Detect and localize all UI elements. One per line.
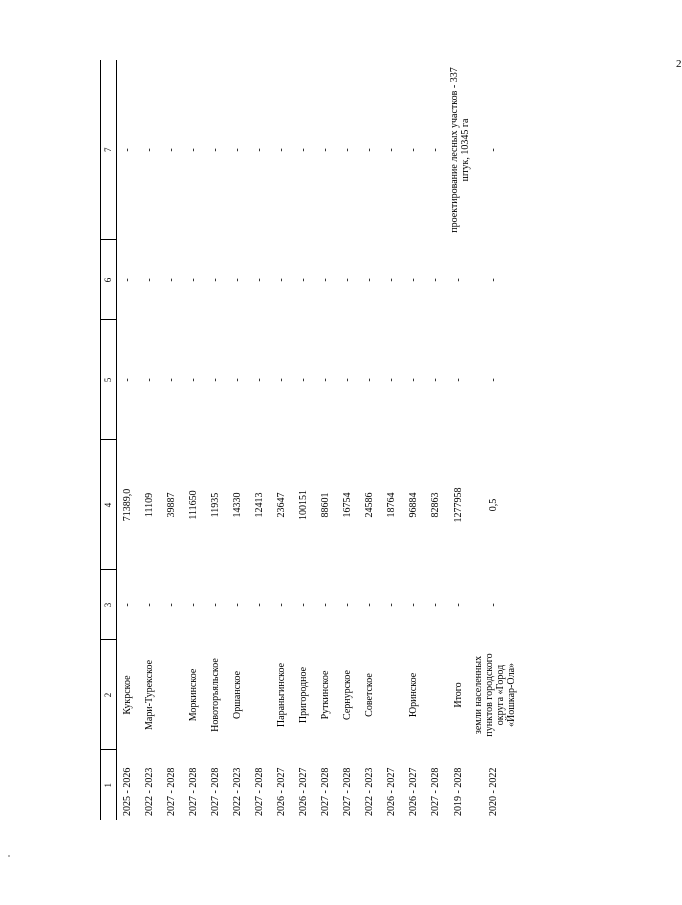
- col3-cell: -: [408, 603, 419, 607]
- district-cell: Мари-Турекское: [144, 659, 155, 731]
- col3-cell: -: [210, 603, 221, 607]
- col3-cell: -: [276, 603, 287, 607]
- col-header-5: 5: [100, 320, 117, 440]
- district-cell: Кукрское: [122, 675, 133, 715]
- col6-cell: -: [386, 278, 397, 282]
- table-row-total: [447, 60, 471, 820]
- area-cell: 82863: [430, 492, 441, 518]
- district-cell: Юринское: [408, 672, 419, 718]
- district-cell: [161, 640, 183, 750]
- col3-cell: -: [453, 603, 464, 607]
- col5-cell: -: [386, 378, 397, 382]
- table-row: [359, 60, 381, 820]
- district-cell: [425, 640, 447, 750]
- table-row: [249, 60, 271, 820]
- area-cell: 0,5: [488, 498, 499, 512]
- col7-cell: -: [144, 148, 155, 152]
- col-header-7: 7: [100, 60, 117, 240]
- col6-cell: -: [298, 278, 309, 282]
- col5-cell: -: [188, 378, 199, 382]
- col-header-3: 3: [100, 570, 117, 640]
- district-cell: Новоторъяльское: [210, 658, 221, 732]
- col6-cell: -: [364, 278, 375, 282]
- col7-cell: -: [408, 148, 419, 152]
- col7-cell: -: [430, 148, 441, 152]
- years-cell: 2020 - 2022: [488, 767, 499, 816]
- col5-cell: -: [320, 378, 331, 382]
- years-cell: 2027 - 2028: [430, 767, 441, 816]
- total-label: Итого: [453, 682, 464, 708]
- years-cell: 2026 - 2027: [298, 767, 309, 816]
- years-cell: 2027 - 2028: [342, 767, 353, 816]
- table-row: [403, 60, 425, 820]
- years-cell: 2022 - 2023: [364, 767, 375, 816]
- col5-cell: -: [122, 378, 133, 382]
- col6-cell: -: [166, 278, 177, 282]
- years-cell: 2026 - 2027: [276, 767, 287, 816]
- years-cell: 2027 - 2028: [166, 767, 177, 816]
- col7-cell: -: [166, 148, 177, 152]
- page-number: 2: [676, 58, 682, 70]
- years-cell: 2022 - 2023: [232, 767, 243, 816]
- district-cell: Оршанское: [232, 670, 243, 720]
- area-cell: 11935: [210, 492, 221, 518]
- district-cell: Пригородное: [298, 666, 309, 724]
- col7-cell: -: [342, 148, 353, 152]
- total-area-cell: 1277958: [453, 487, 464, 523]
- years-cell: 2025 - 2026: [122, 767, 133, 816]
- col-header-2: 2: [100, 640, 117, 750]
- years-cell: 2026 - 2027: [408, 767, 419, 816]
- col6-cell: -: [430, 278, 441, 282]
- col7-cell: -: [210, 148, 221, 152]
- col3-cell: -: [430, 603, 441, 607]
- col7-cell: -: [386, 148, 397, 152]
- years-cell: 2026 - 2027: [386, 767, 397, 816]
- years-cell: 2019 - 2028: [453, 767, 464, 816]
- years-cell: 2022 - 2023: [144, 767, 155, 816]
- years-cell: 2027 - 2028: [320, 767, 331, 816]
- col3-cell: -: [254, 603, 265, 607]
- col6-cell: -: [488, 278, 499, 282]
- col3-cell: -: [320, 603, 331, 607]
- col6-cell: -: [408, 278, 419, 282]
- table-row: [117, 60, 140, 820]
- col5-cell: -: [430, 378, 441, 382]
- col6-cell: -: [342, 278, 353, 282]
- col-header-6: 6: [100, 240, 117, 320]
- col3-cell: -: [188, 603, 199, 607]
- area-cell: 88601: [320, 492, 331, 518]
- years-cell: 2027 - 2028: [210, 767, 221, 816]
- col5-cell: -: [144, 378, 155, 382]
- area-cell: 11109: [144, 492, 155, 518]
- col5-cell: -: [254, 378, 265, 382]
- col6-cell: -: [188, 278, 199, 282]
- area-cell: 100151: [298, 490, 309, 520]
- column-number-row: [100, 60, 117, 820]
- col5-cell: -: [210, 378, 221, 382]
- area-cell: 12413: [254, 492, 265, 518]
- col3-cell: -: [364, 603, 375, 607]
- data-table: [100, 60, 517, 820]
- col3-cell: -: [488, 603, 499, 607]
- area-cell: 24586: [364, 492, 375, 518]
- rotated-table-frame: [100, 60, 520, 820]
- col5-cell: -: [166, 378, 177, 382]
- table-row: [139, 60, 161, 820]
- years-cell: 2027 - 2028: [188, 767, 199, 816]
- table-row: [425, 60, 447, 820]
- area-cell: 14330: [232, 492, 243, 518]
- col6-cell: -: [453, 278, 464, 282]
- col6-cell: -: [320, 278, 331, 282]
- district-cell: Руткинское: [320, 670, 331, 720]
- district-cell: Сернурское: [342, 670, 353, 720]
- district-cell: [381, 640, 403, 750]
- col7-cell: -: [320, 148, 331, 152]
- col7-cell: -: [364, 148, 375, 152]
- col7-cell: -: [122, 148, 133, 152]
- col7-cell: -: [488, 148, 499, 152]
- scan-speck: [8, 855, 10, 857]
- col3-cell: -: [342, 603, 353, 607]
- col6-cell: -: [276, 278, 287, 282]
- area-cell: 23647: [276, 492, 287, 518]
- col7-cell: -: [276, 148, 287, 152]
- col5-cell: -: [276, 378, 287, 382]
- col-header-4: 4: [100, 440, 117, 570]
- col6-cell: -: [210, 278, 221, 282]
- area-cell: 71389,0: [122, 488, 133, 522]
- col5-cell: -: [453, 378, 464, 382]
- col6-cell: -: [232, 278, 243, 282]
- forest-design-note: проектирование лесных участков - 337 штук, 10345 га: [449, 67, 471, 233]
- years-cell: 2027 - 2028: [254, 767, 265, 816]
- table-row: [271, 60, 293, 820]
- district-cell: Моркинское: [188, 668, 199, 722]
- col3-cell: -: [144, 603, 155, 607]
- table-row: [337, 60, 359, 820]
- col5-cell: -: [408, 378, 419, 382]
- table-row: [183, 60, 205, 820]
- col3-cell: -: [166, 603, 177, 607]
- col6-cell: -: [144, 278, 155, 282]
- col3-cell: -: [232, 603, 243, 607]
- col7-cell: -: [298, 148, 309, 152]
- table-row-settlement-lands: [471, 60, 517, 820]
- table-row: [315, 60, 337, 820]
- district-cell: [249, 640, 271, 750]
- district-cell: Параньгинское: [276, 662, 287, 728]
- table-row: [227, 60, 249, 820]
- table-top-rule: [100, 60, 101, 820]
- col-header-1: 1: [100, 750, 117, 820]
- table-row: [205, 60, 227, 820]
- col6-cell: -: [254, 278, 265, 282]
- col5-cell: -: [488, 378, 499, 382]
- col7-cell: -: [232, 148, 243, 152]
- area-cell: 18764: [386, 492, 397, 518]
- col5-cell: -: [364, 378, 375, 382]
- col7-cell: -: [188, 148, 199, 152]
- table-row: [161, 60, 183, 820]
- area-cell: 39887: [166, 492, 177, 518]
- col7-cell: -: [254, 148, 265, 152]
- col3-cell: -: [386, 603, 397, 607]
- table-row: [293, 60, 315, 820]
- col3-cell: -: [122, 603, 133, 607]
- col5-cell: -: [298, 378, 309, 382]
- area-cell: 111650: [188, 490, 199, 520]
- col5-cell: -: [232, 378, 243, 382]
- area-cell: 16754: [342, 492, 353, 518]
- table-row: [381, 60, 403, 820]
- area-cell: 96884: [408, 492, 419, 518]
- col5-cell: -: [342, 378, 353, 382]
- district-cell: Советское: [364, 673, 375, 717]
- col3-cell: -: [298, 603, 309, 607]
- settlement-lands-label: земли населенных пунктов городского округа «Город «Йошкар-Ола»: [473, 653, 517, 737]
- col6-cell: -: [122, 278, 133, 282]
